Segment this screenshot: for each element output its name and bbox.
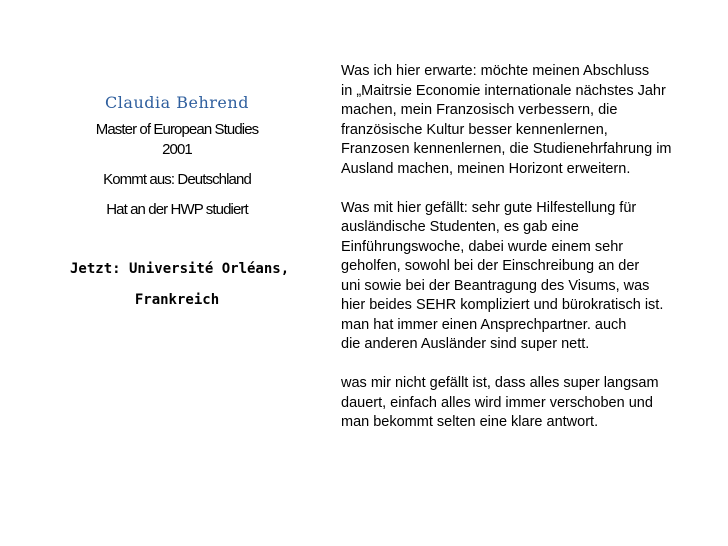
profile-panel (70, 92, 290, 316)
paragraph-line: Ausland machen, meinen Horizont erweitern. (341, 160, 631, 177)
paragraph-line: dauert, einfach alles wird immer verschoben und (341, 394, 653, 411)
degree-title: Master of European Studies (95, 121, 259, 138)
testimonial-text (341, 62, 721, 452)
paragraph-line: französische Kultur besser kennenlernen, (341, 121, 608, 138)
paragraph-line: Einführungswoche, dabei wurde einem sehr (341, 238, 624, 255)
paragraph-line: geholfen, sowohl bei der Einschreibung an der (341, 258, 640, 274)
paragraph-line: Was mit hier gefällt: sehr gute Hilfestellung für (341, 199, 637, 216)
paragraph-line: hier beides SEHR kompliziert und bürokratisch ist. (341, 297, 664, 313)
paragraph-line: die anderen Ausländer sind super nett. (341, 336, 590, 352)
current-country: Frankreich (134, 292, 220, 308)
home-university: Hat an der HWP studiert (106, 201, 248, 218)
paragraph-line: man hat immer einen Ansprechpartner. auch (341, 316, 627, 333)
paragraph-line: man bekommt selten eine klare antwort. (341, 414, 599, 430)
student-name: Claudia Behrend (105, 93, 249, 112)
paragraph-line: uni sowie bei der Beantragung des Visums, was (341, 277, 650, 294)
paragraph-line: in „Maitrsie Economie internationale nächstes Jahr (341, 82, 666, 99)
paragraph-line: ausländische Studenten, es gab eine (341, 219, 579, 235)
dislikes-paragraph (341, 374, 721, 433)
origin-country: Kommt aus: Deutschland (103, 171, 251, 188)
current-university: Jetzt: Université Orléans, (70, 261, 290, 277)
paragraph-line: Franzosen kennenlernen, die Studienehrfahrung im (341, 141, 672, 157)
expectations-paragraph (341, 62, 721, 179)
paragraph-line: was mir nicht gefällt ist, dass alles super langsam (341, 375, 659, 391)
paragraph-line: machen, mein Franzosisch verbessern, die (341, 102, 618, 118)
likes-paragraph (341, 199, 721, 355)
degree-year: 2001 (162, 141, 192, 158)
paragraph-line: Was ich hier erwarte: möchte meinen Abschluss (341, 63, 650, 79)
